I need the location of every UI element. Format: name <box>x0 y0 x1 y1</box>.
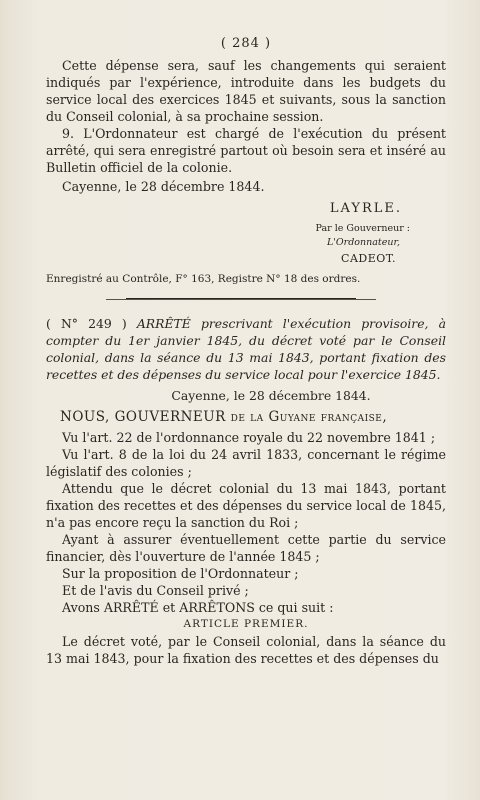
registre-note: Enregistré au Contrôle, F° 163, Registre N° 18 des ordres. <box>46 273 361 285</box>
article-premier: ARTICLE PREMIER. <box>183 618 309 630</box>
closing-date: Cayenne, le 28 décembre 1844. <box>62 179 265 194</box>
arrete-date: Cayenne, le 28 décembre 1844. <box>171 388 371 403</box>
avons-arrete: Avons ARRÊTÉ et ARRÊTONS ce qui suit : <box>62 600 334 615</box>
arrete-number: ( N° 249 ) <box>46 316 127 331</box>
page-number: ( 284 ) <box>220 36 272 51</box>
section-divider <box>46 287 446 305</box>
decret-paragraph: Le décret voté, par le Conseil colonial, dans la séance du 13 mai 1843, pour la fixation des recettes et des dépenses du <box>46 634 446 666</box>
sur-proposition: Sur la proposition de l'Ordonnateur ; <box>62 566 299 581</box>
attendu: Attendu que le décret colonial du 13 mai 1843, portant fixation des recettes et des dépenses du service local de 1845, n'a pas encore reçu la sanction du Roi ; <box>46 481 446 530</box>
ordonnateur-label: L'Ordonnateur, <box>326 237 400 248</box>
signature-cadeot: CADEOT. <box>341 252 396 265</box>
vu-ordonnance: Vu l'art. 22 de l'ordonnance royale du 22 novembre 1841 ; <box>62 430 436 445</box>
arrete-heading <box>46 315 446 383</box>
arrete-title: ARRÊTÉ prescrivant l'exécution provisoire, à compter du 1er janvier 1845, du décret voté par le Conseil colonial, dans la séance du 13 mai 1843, portant fixation des recettes et des dépenses du service local pour l'exercice 1845. <box>46 316 446 382</box>
vu-loi: Vu l'art. 8 de la loi du 24 avril 1833, concernant le régime législatif des colonies ; <box>46 447 446 479</box>
signature-layrle: LAYRLE. <box>329 201 402 216</box>
nous-gouverneur: NOUS, GOUVERNEUR de la Guyane française, <box>60 409 388 425</box>
avis-conseil: Et de l'avis du Conseil privé ; <box>62 583 249 598</box>
paragraph-depense: Cette dépense sera, sauf les changements qui seraient indiqués par l'expérience, introduite dans les budgets du service local des exercices 1845 et suivants, sous la sanction du Conseil colonial, à sa prochaine session. <box>46 58 446 124</box>
ayant: Ayant à assurer éventuellement cette partie du service financier, dès l'ouverture de l'année 1845 ; <box>46 532 446 564</box>
paragraph-article-9: 9. L'Ordonnateur est chargé de l'exécution du présent arrêté, qui sera enregistré partout où besoin sera et inséré au Bulletin officiel de la colonie. <box>46 126 446 175</box>
par-le-gouverneur: Par le Gouverneur : <box>315 223 410 234</box>
